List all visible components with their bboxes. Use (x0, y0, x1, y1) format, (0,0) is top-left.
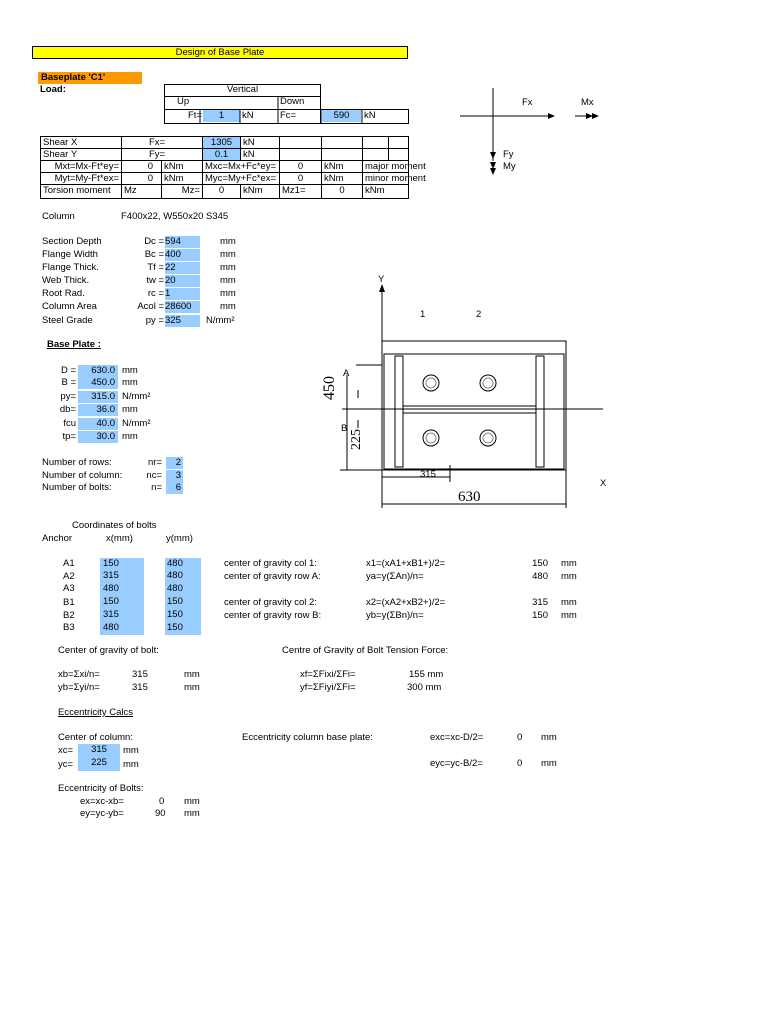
coordinates-title: Coordinates of bolts (72, 520, 157, 531)
row-b-label: B (341, 423, 348, 434)
y-axis-label: Y (378, 274, 385, 285)
steel-grade-unit: N/mm² (206, 315, 235, 326)
plate-fcu-unit: N/mm² (122, 418, 151, 429)
y-cell[interactable]: 480 (165, 558, 201, 570)
root-rad-label: Root Rad. (42, 288, 85, 299)
exc-value: 0 (517, 732, 523, 743)
plate-fcu-sym: fcu (63, 418, 76, 429)
cg-rowa-unit: mm (561, 571, 577, 582)
mxc-value: 0 (279, 160, 321, 173)
plate-b-unit: mm (122, 377, 138, 388)
eyc-unit: mm (541, 758, 557, 769)
cg-rowa-label: center of gravity row A: (224, 571, 321, 582)
anchor-cell: B1 (63, 597, 75, 608)
plate-fcu-input[interactable]: 40.0 (78, 418, 118, 430)
load-label: Load: (40, 84, 66, 95)
plate-py-sym: py= (60, 391, 76, 402)
shear-y-label: Shear Y (40, 148, 121, 161)
flange-width-unit: mm (220, 249, 236, 260)
mz1-eq: Mz1= (279, 184, 321, 199)
mxt-formula: Mxt=Mx-Ft*ey= (40, 160, 121, 173)
mz-sym: Mz (121, 184, 161, 199)
dim-450-label: 450 (321, 376, 338, 400)
ft-label: Ft= (188, 110, 202, 121)
ey-unit: mm (184, 808, 200, 819)
fx-unit: kN (240, 136, 279, 149)
mxt-unit: kNm (161, 160, 202, 173)
anchor-cell: B2 (63, 610, 75, 621)
x-header: x(mm) (106, 533, 133, 544)
plate-d-unit: mm (122, 365, 138, 376)
anchor-cell: A2 (63, 571, 75, 582)
x-cell[interactable]: 315 (100, 570, 144, 583)
bolts-label: Number of bolts: (42, 482, 112, 493)
fx-sym: Fx= (121, 136, 202, 149)
fc-input[interactable]: 590 (322, 110, 361, 122)
exc-label: exc=xc-D/2= (430, 732, 484, 743)
y-cell[interactable]: 480 (165, 570, 201, 583)
yc-unit: mm (123, 759, 139, 770)
yf-value: 300 mm (407, 682, 442, 693)
steel-grade-sym: py = (145, 315, 164, 326)
fy-label: Fy (503, 149, 514, 160)
cg-rowb-unit: mm (561, 610, 577, 621)
yc-label: yc= (58, 759, 74, 770)
rows-input[interactable]: 2 (166, 457, 183, 469)
ecc-plate-label: Eccentricity column base plate: (242, 732, 373, 743)
steel-grade-input[interactable]: 325 (165, 315, 200, 327)
plate-db-sym: db= (59, 404, 76, 415)
yf-label: yf=ΣFiyi/ΣFi= (300, 682, 356, 693)
flange-thick-input[interactable]: 22 (165, 262, 200, 274)
cg-col2-unit: mm (561, 597, 577, 608)
base-plate-diagram (320, 270, 620, 515)
row-a-label: A (343, 368, 350, 379)
columns-sym: nc= (146, 470, 162, 481)
mz1-value: 0 (321, 184, 362, 199)
root-rad-sym: rc = (147, 288, 164, 299)
baseplate-tag: Baseplate 'C1' (38, 72, 142, 84)
myt-value: 0 (121, 172, 161, 185)
cg-col1-unit: mm (561, 558, 577, 569)
flange-thick-label: Flange Thick. (42, 262, 99, 273)
myt-unit: kNm (161, 172, 202, 185)
ey-label: ey=yc-yb= (80, 808, 124, 819)
cg-col1-formula: x1=(xA1+xB1+)/2= (366, 558, 446, 569)
ex-label: ex=xc-xb= (80, 796, 124, 807)
eyc-value: 0 (517, 758, 523, 769)
cg-rowb-label: center of gravity row B: (224, 610, 322, 621)
x-cell[interactable]: 480 (100, 622, 144, 635)
dim-225-label: 225 (349, 429, 364, 450)
cg-col2-label: center of gravity col 2: (224, 597, 317, 608)
col-2-label: 2 (476, 309, 482, 320)
cg-col1-value: 150 (532, 558, 548, 569)
load-gridlines (164, 96, 409, 124)
y-cell[interactable]: 480 (165, 583, 201, 596)
cg-rowb-value: 150 (532, 610, 548, 621)
column-area-label: Column Area (42, 301, 97, 312)
up-label: Up (177, 96, 190, 107)
xc-input[interactable]: 315 (78, 744, 120, 757)
major-moment-label: major moment (362, 160, 409, 173)
myt-formula: Myt=My-Ft*ex= (40, 172, 121, 185)
fy-sym: Fy= (121, 148, 202, 161)
web-thick-input[interactable]: 20 (165, 275, 200, 287)
anchor-header: Anchor (42, 533, 73, 544)
ey-value: 90 (155, 808, 166, 819)
plate-d-sym: D = (60, 365, 76, 376)
myc-unit: kNm (321, 172, 362, 185)
xb-unit: mm (184, 669, 200, 680)
shear-x-label: Shear X (40, 136, 121, 149)
plate-b-input[interactable]: 450.0 (78, 377, 118, 389)
flange-thick-sym: Tf = (147, 262, 164, 273)
dim-630-label: 630 (458, 489, 481, 505)
plate-py-unit: N/mm² (122, 391, 151, 402)
fx-label: Fx (522, 97, 533, 108)
steel-grade-label: Steel Grade (42, 315, 93, 326)
section-depth-unit: mm (220, 236, 236, 247)
column-label: Column (42, 211, 75, 222)
web-thick-sym: tw = (146, 275, 164, 286)
mxt-value: 0 (121, 160, 161, 173)
plate-tp-input[interactable]: 30.0 (78, 431, 118, 443)
plate-py-input[interactable]: 315.0 (78, 391, 118, 403)
ecc-bolts-title: Eccentricity of Bolts: (58, 783, 144, 794)
x-cell[interactable]: 315 (100, 609, 144, 622)
mz-unit: kNm (240, 184, 279, 199)
plate-db-input[interactable]: 36.0 (78, 404, 118, 416)
center-column-label: Center of column: (58, 732, 133, 743)
fc-label: Fc= (280, 110, 297, 121)
web-thick-label: Web Thick. (42, 275, 90, 286)
anchor-cell: B3 (63, 622, 75, 633)
bolts-sym: n= (151, 482, 162, 493)
yb-unit: mm (184, 682, 200, 693)
cg-col2-formula: x2=(xA2+xB2+)/2= (366, 597, 446, 608)
eyc-label: eyc=yc-B/2= (430, 758, 483, 769)
web-thick-unit: mm (220, 275, 236, 286)
minor-moment-label: minor moment (362, 172, 409, 185)
section-depth-label: Section Depth (42, 236, 102, 247)
section-depth-sym: Dc = (144, 236, 164, 247)
columns-input[interactable]: 3 (166, 470, 183, 482)
cg-tension-title: Centre of Gravity of Bolt Tension Force: (282, 645, 449, 656)
column-area-unit: mm (220, 301, 236, 312)
root-rad-unit: mm (220, 288, 236, 299)
rows-sym: nr= (148, 457, 162, 468)
vertical-label: Vertical (226, 84, 259, 95)
x-cell[interactable]: 480 (100, 583, 144, 596)
cg-rowb-formula: yb=y(ΣBn)/n= (366, 610, 424, 621)
plate-db-unit: mm (122, 404, 138, 415)
myc-value: 0 (279, 172, 321, 185)
mz-value: 0 (202, 184, 240, 199)
page-title: Design of Base Plate (32, 46, 408, 59)
down-label: Down (280, 96, 305, 107)
fc-unit: kN (364, 110, 376, 121)
column-area-sym: Acol = (137, 301, 164, 312)
ex-value: 0 (159, 796, 165, 807)
anchor-cell: A3 (63, 583, 75, 594)
yb-value: 315 (132, 682, 148, 693)
exc-unit: mm (541, 732, 557, 743)
plate-d-input[interactable]: 630.0 (78, 365, 118, 377)
flange-width-input[interactable]: 400 (165, 249, 200, 261)
cg-rowa-formula: ya=y(ΣAn)/n= (366, 571, 424, 582)
ex-unit: mm (184, 796, 200, 807)
x-cell[interactable]: 150 (100, 558, 144, 570)
fy-unit: kN (240, 148, 279, 161)
ft-input[interactable]: 1 (203, 110, 240, 122)
flange-width-sym: Bc = (144, 249, 164, 260)
x-cell[interactable]: 150 (100, 596, 144, 609)
torsion-label: Torsion moment (40, 184, 121, 199)
fx-input[interactable]: 1305 (202, 136, 240, 149)
myc-formula: Myc=My+Fc*ex= (202, 172, 279, 185)
mz1-unit: kNm (362, 184, 409, 199)
xb-value: 315 (132, 669, 148, 680)
ft-unit: kN (242, 110, 254, 121)
mxc-unit: kNm (321, 160, 362, 173)
dim-315-label: 315 (420, 469, 436, 480)
xc-unit: mm (123, 745, 139, 756)
rows-label: Number of rows: (42, 457, 112, 468)
mx-label: Mx (581, 97, 594, 108)
col-1-label: 1 (420, 309, 426, 320)
column-area-input[interactable]: 28600 (165, 301, 200, 313)
base-plate-label: Base Plate : (47, 339, 101, 350)
flange-thick-unit: mm (220, 262, 236, 273)
cg-rowa-value: 480 (532, 571, 548, 582)
cg-col1-label: center of gravity col 1: (224, 558, 317, 569)
cg-bolt-title: Center of gravity of bolt: (58, 645, 159, 656)
mz-eq: Mz= (161, 184, 202, 199)
section-depth-input[interactable]: 594 (165, 236, 200, 248)
y-cell[interactable]: 150 (165, 596, 201, 609)
flange-width-label: Flange Width (42, 249, 98, 260)
xb-label: xb=Σxi/n= (58, 669, 100, 680)
plate-tp-unit: mm (122, 431, 138, 442)
plate-b-sym: B = (61, 377, 76, 388)
cg-col2-value: 315 (532, 597, 548, 608)
mxc-formula: Mxc=Mx+Fc*ey= (202, 160, 279, 173)
y-header: y(mm) (166, 533, 193, 544)
xc-label: xc= (58, 745, 74, 756)
my-label: My (503, 161, 516, 172)
shear-table (40, 136, 426, 199)
root-rad-input[interactable]: 1 (165, 288, 200, 300)
fy-input[interactable]: 0.1 (202, 148, 240, 161)
xf-label: xf=ΣFixi/ΣFi= (300, 669, 356, 680)
plate-tp-sym: tp= (62, 431, 76, 442)
yb-label: yb=Σyi/n= (58, 682, 100, 693)
x-axis-label: X (600, 478, 607, 489)
anchor-cell: A1 (63, 558, 75, 569)
eccentricity-title: Eccentricity Calcs (58, 707, 133, 718)
y-cell[interactable]: 150 (165, 622, 201, 635)
bolts-input[interactable]: 6 (166, 482, 183, 494)
y-cell[interactable]: 150 (165, 609, 201, 622)
xf-value: 155 mm (409, 669, 444, 680)
forces-diagram (460, 86, 620, 186)
columns-label: Number of column: (42, 470, 123, 481)
column-spec: F400x22, W550x20 S345 (121, 211, 229, 222)
yc-input[interactable]: 225 (78, 757, 120, 771)
